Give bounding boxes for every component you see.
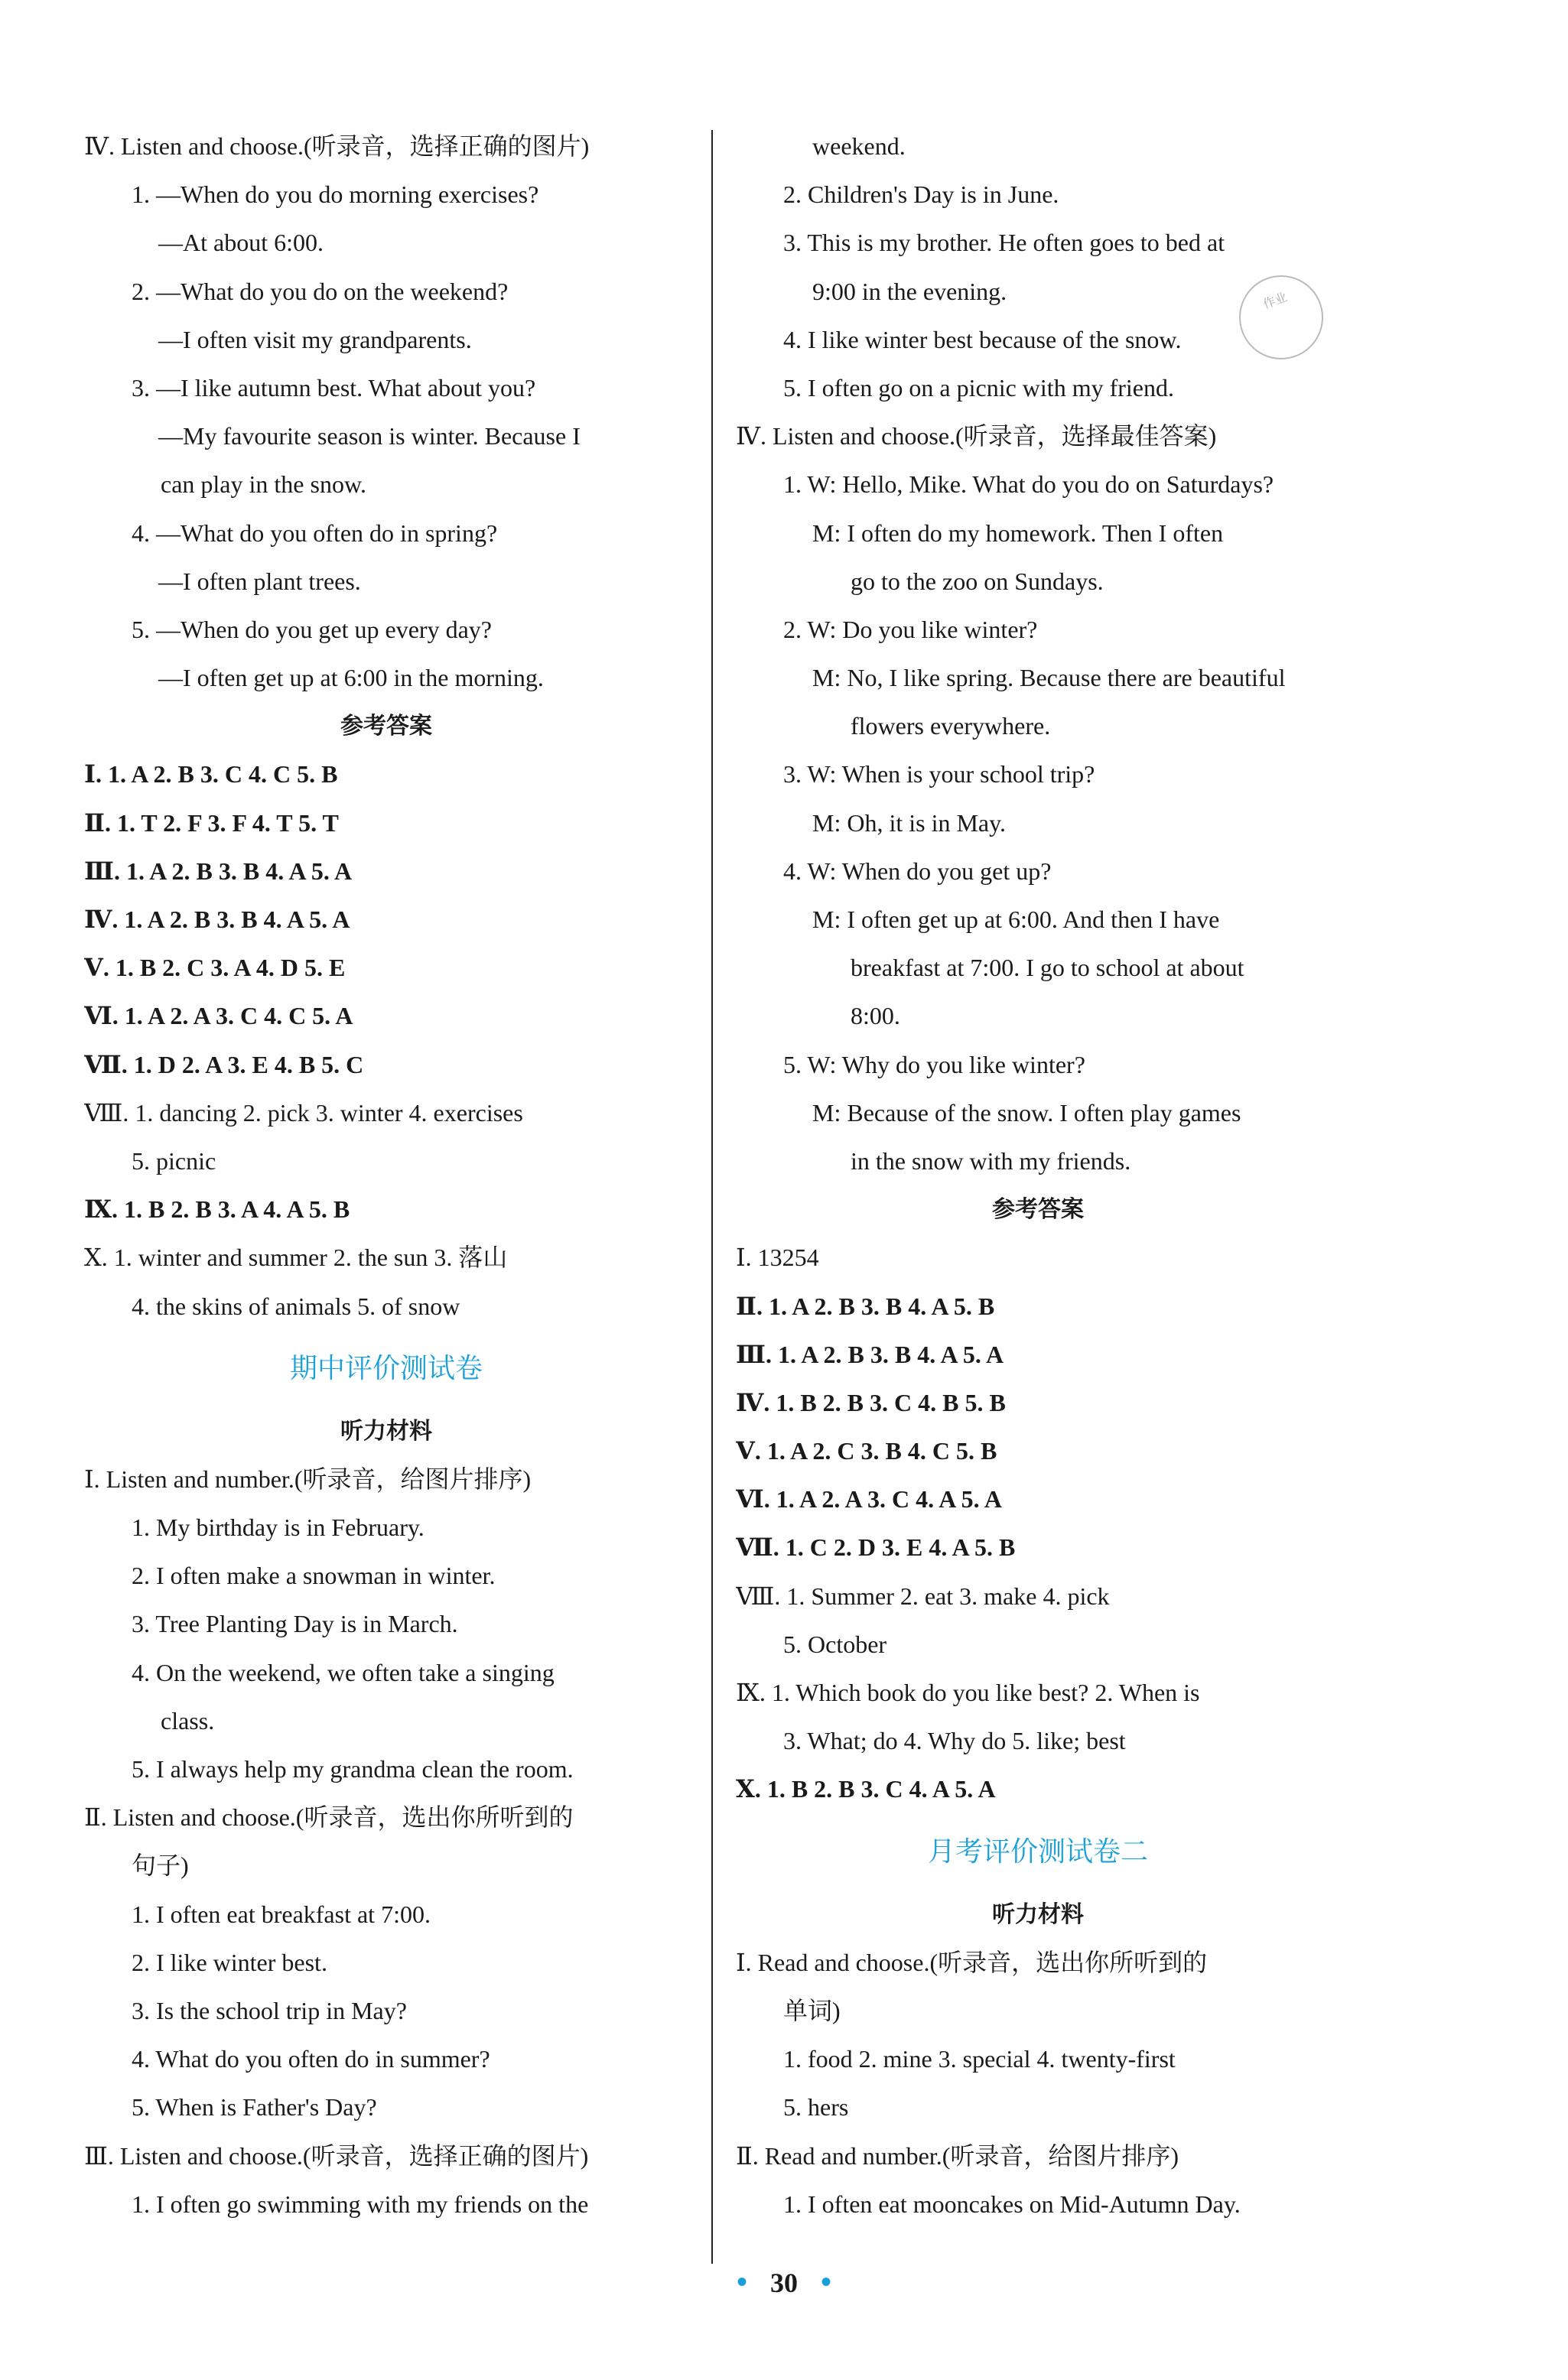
list-item: 1. —When do you do morning exercises?	[132, 180, 539, 209]
dialogue-line: 2. W: Do you like winter?	[783, 615, 1038, 643]
answer-row: Ⅰ. 13254	[736, 1244, 819, 1272]
list-item: 1. My birthday is in February.	[132, 1514, 425, 1542]
list-item: 3. —I like autumn best. What about you?	[132, 373, 536, 402]
section-header: Ⅳ. Listen and choose.(听录音，选择最佳答案)	[736, 422, 1217, 450]
page-number-value: 30	[770, 2268, 798, 2298]
monthly-test-title: 月考评价测试卷二	[927, 1835, 1148, 1868]
list-item: —At about 6:00.	[158, 229, 324, 257]
dialogue-line: M: Oh, it is in May.	[812, 808, 1007, 837]
dialogue-line: M: I often get up at 6:00. And then I have	[812, 906, 1220, 933]
answer-row: Ⅴ. 1. B 2. C 3. A 4. D 5. E	[84, 954, 346, 982]
answer-row: Ⅵ. 1. A 2. A 3. C 4. C 5. A	[84, 1002, 353, 1030]
answer-row: Ⅸ. 1. Which book do you like best? 2. When is	[736, 1679, 1200, 1706]
section-header: Ⅲ. Listen and choose.(听录音，选择正确的图片)	[84, 2141, 589, 2170]
dialogue-line: 4. W: When do you get up?	[783, 857, 1052, 885]
answer-row: Ⅵ. 1. A 2. A 3. C 4. A 5. A	[736, 1485, 1002, 1514]
list-item: 3. Is the school trip in May?	[132, 1996, 407, 2024]
answer-row: Ⅶ. 1. D 2. A 3. E 4. B 5. C	[84, 1050, 364, 1078]
midterm-title: 期中评价测试卷	[289, 1352, 483, 1384]
answer-row: Ⅲ. 1. A 2. B 3. B 4. A 5. A	[84, 857, 353, 885]
list-item: 3. This is my brother. He often goes to bed at	[783, 229, 1225, 257]
answer-row: 4. the skins of animals 5. of snow	[132, 1292, 460, 1320]
answer-row: 5. October	[783, 1630, 887, 1658]
listening-heading: 听力材料	[340, 1417, 432, 1445]
answer-row: Ⅹ. 1. B 2. B 3. C 4. A 5. A	[736, 1775, 996, 1803]
answer-row: Ⅶ. 1. C 2. D 3. E 4. A 5. B	[736, 1533, 1016, 1562]
bullet-dot-icon: •	[736, 2265, 747, 2299]
answer-row: Ⅱ. 1. T 2. F 3. F 4. T 5. T	[84, 808, 339, 837]
answer-row: Ⅷ. 1. dancing 2. pick 3. winter 4. exercises	[84, 1098, 523, 1127]
answer-row: Ⅳ. 1. B 2. B 3. C 4. B 5. B	[736, 1388, 1006, 1416]
list-item: 2. Children's Day is in June.	[783, 180, 1059, 209]
list-item: class.	[161, 1706, 215, 1735]
section-header: Ⅱ. Read and number.(听录音，给图片排序)	[736, 2141, 1179, 2170]
list-item: 3. Tree Planting Day is in March.	[132, 1610, 458, 1638]
list-item: —I often visit my grandparents.	[158, 325, 472, 353]
section-header-cont: 句子)	[132, 1852, 189, 1880]
dialogue-line: 3. W: When is your school trip?	[783, 760, 1095, 788]
answer-row: Ⅰ. 1. A 2. B 3. C 4. C 5. B	[84, 760, 338, 788]
bullet-dot-icon: •	[821, 2265, 832, 2299]
answer-row: 3. What; do 4. Why do 5. like; best	[783, 1727, 1126, 1755]
answer-row: Ⅹ. 1. winter and summer 2. the sun 3. 落山	[84, 1244, 508, 1272]
listening-heading: 听力材料	[992, 1900, 1084, 1928]
page-number	[0, 2264, 1568, 2300]
list-item: 5. I always help my grandma clean the room.	[132, 1755, 574, 1783]
section-header-cont: 单词)	[783, 1996, 841, 2024]
section-header: Ⅳ. Listen and choose.(听录音，选择正确的图片)	[84, 132, 590, 160]
list-item: 5. I often go on a picnic with my friend.	[783, 373, 1174, 402]
dialogue-line: breakfast at 7:00. I go to school at about	[851, 954, 1244, 982]
list-item: can play in the snow.	[161, 470, 366, 499]
section-header: Ⅰ. Listen and number.(听录音，给图片排序)	[84, 1465, 532, 1493]
dialogue-line: 1. W: Hello, Mike. What do you do on Saturdays?	[783, 470, 1274, 499]
answer-row: Ⅴ. 1. A 2. C 3. B 4. C 5. B	[736, 1437, 997, 1465]
list-item: —My favourite season is winter. Because I	[158, 422, 581, 450]
list-item: —I often plant trees.	[158, 567, 361, 595]
list-item: 4. What do you often do in summer?	[132, 2045, 490, 2073]
left-column	[84, 122, 688, 2229]
dialogue-line: in the snow with my friends.	[851, 1146, 1131, 1175]
dialogue-line: go to the zoo on Sundays.	[851, 567, 1104, 595]
list-item: 4. I like winter best because of the snow.	[783, 325, 1182, 353]
answers-heading: 参考答案	[340, 713, 432, 740]
list-item: 2. I like winter best.	[132, 1948, 327, 1976]
list-item: 1. I often eat breakfast at 7:00.	[132, 1900, 431, 1928]
list-item: 5. hers	[783, 2093, 849, 2122]
list-item: 4. On the weekend, we often take a singing	[132, 1658, 555, 1686]
list-item: 5. —When do you get up every day?	[132, 615, 492, 643]
dialogue-line: M: Because of the snow. I often play games	[812, 1098, 1241, 1127]
column-divider	[711, 130, 713, 2264]
answer-row: Ⅱ. 1. A 2. B 3. B 4. A 5. B	[736, 1292, 995, 1320]
list-item: 1. I often eat mooncakes on Mid-Autumn Day.	[783, 2190, 1241, 2218]
list-item: 5. When is Father's Day?	[132, 2093, 377, 2122]
answer-row: Ⅸ. 1. B 2. B 3. A 4. A 5. B	[84, 1195, 350, 1224]
answer-row: Ⅲ. 1. A 2. B 3. B 4. A 5. A	[736, 1340, 1004, 1368]
answer-row: 5. picnic	[132, 1146, 216, 1175]
list-item: 1. food 2. mine 3. special 4. twenty-first	[783, 2045, 1176, 2073]
list-item: —I often get up at 6:00 in the morning.	[158, 664, 544, 692]
answer-row: Ⅷ. 1. Summer 2. eat 3. make 4. pick	[736, 1582, 1110, 1610]
list-item: 2. —What do you do on the weekend?	[132, 277, 509, 305]
dialogue-line: 5. W: Why do you like winter?	[783, 1050, 1085, 1078]
list-item: 1. I often go swimming with my friends on the	[132, 2190, 589, 2218]
section-header: Ⅰ. Read and choose.(听录音，选出你所听到的	[736, 1948, 1208, 1976]
answers-heading: 参考答案	[992, 1196, 1084, 1224]
watermark-stamp-icon: 作业	[1228, 264, 1335, 372]
answer-row: Ⅳ. 1. A 2. B 3. B 4. A 5. A	[84, 906, 350, 933]
dialogue-line: M: I often do my homework. Then I often	[812, 519, 1224, 547]
dialogue-line: flowers everywhere.	[851, 712, 1051, 740]
list-item: 2. I often make a snowman in winter.	[132, 1562, 496, 1590]
dialogue-line: 8:00.	[851, 1002, 900, 1030]
list-item: weekend.	[812, 132, 906, 160]
dialogue-line: M: No, I like spring. Because there are beautiful	[812, 664, 1286, 692]
list-item: 4. —What do you often do in spring?	[132, 519, 498, 547]
list-item: 9:00 in the evening.	[812, 277, 1007, 305]
section-header: Ⅱ. Listen and choose.(听录音，选出你所听到的	[84, 1803, 574, 1832]
right-column	[736, 122, 1340, 2229]
